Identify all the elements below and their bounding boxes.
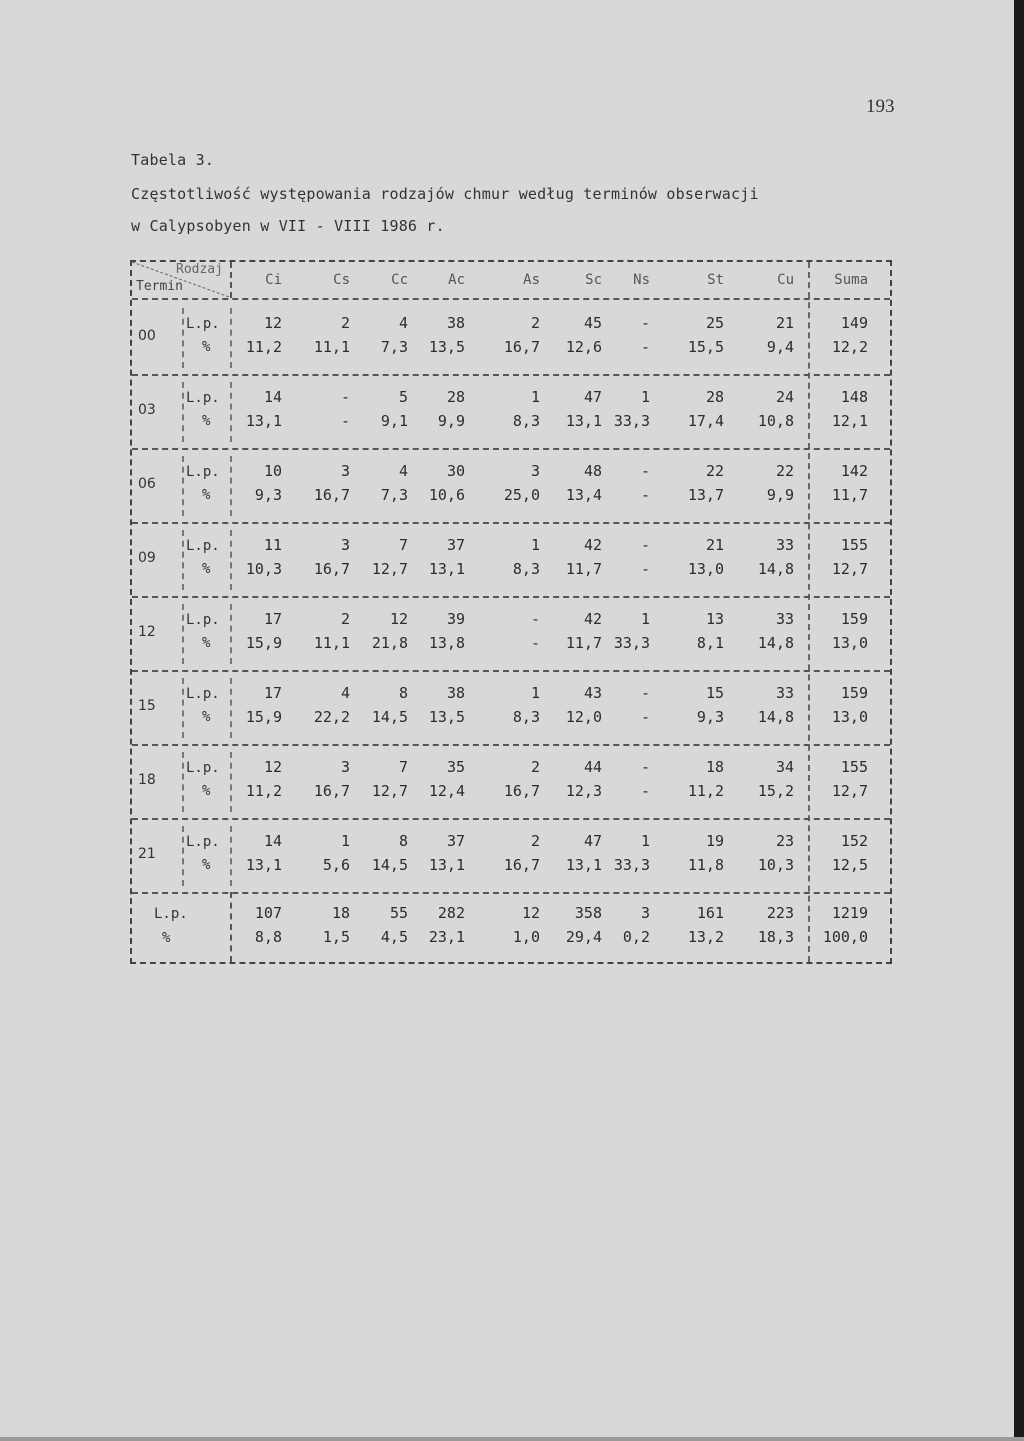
percent-cell: 13,0 — [831, 634, 868, 652]
column-header-ns: Ns — [633, 272, 650, 288]
percent-cell: 15,2 — [757, 782, 794, 800]
total-percent-cell: 13,2 — [687, 928, 724, 946]
row-label-count: L.p. — [186, 538, 220, 554]
count-cell: 1 — [640, 832, 650, 850]
percent-cell: 13,4 — [565, 486, 602, 504]
percent-cell: 9,9 — [437, 412, 465, 430]
percent-cell: 12,3 — [565, 782, 602, 800]
corner-label-termin: Termin — [136, 279, 183, 294]
total-count-cell: 161 — [696, 904, 724, 922]
percent-cell: 13,5 — [428, 338, 465, 356]
count-cell: 2 — [340, 610, 350, 628]
count-cell: 47 — [583, 832, 602, 850]
percent-cell: 16,7 — [503, 338, 540, 356]
count-cell: - — [340, 388, 350, 406]
count-cell: 155 — [840, 758, 868, 776]
row-label-percent: % — [202, 339, 211, 355]
count-cell: 11 — [263, 536, 282, 554]
total-percent-cell: 18,3 — [757, 928, 794, 946]
percent-cell: 22,2 — [313, 708, 350, 726]
count-cell: 8 — [398, 684, 408, 702]
percent-cell: 13,7 — [687, 486, 724, 504]
percent-cell: 14,8 — [757, 708, 794, 726]
table-header — [132, 262, 890, 300]
count-cell: - — [640, 462, 650, 480]
count-cell: 3 — [340, 758, 350, 776]
term-label: 18 — [138, 772, 156, 788]
term-block-21 — [132, 820, 890, 894]
count-cell: 18 — [705, 758, 724, 776]
percent-cell: 21,8 — [371, 634, 408, 652]
percent-cell: 10,3 — [757, 856, 794, 874]
row-label-percent: % — [202, 635, 211, 651]
term-label: 15 — [138, 698, 156, 714]
percent-cell: 14,8 — [757, 560, 794, 578]
count-cell: 17 — [263, 684, 282, 702]
row-label-count: L.p. — [186, 686, 220, 702]
term-block-15 — [132, 672, 890, 746]
count-cell: 142 — [840, 462, 868, 480]
percent-cell: 11,7 — [565, 634, 602, 652]
row-label-percent: % — [202, 857, 211, 873]
percent-cell: 16,7 — [313, 782, 350, 800]
count-cell: 12 — [263, 314, 282, 332]
total-percent-cell: 4,5 — [380, 928, 408, 946]
percent-cell: 33,3 — [613, 634, 650, 652]
count-cell: 1 — [530, 388, 540, 406]
cloud-frequency-table — [130, 260, 892, 964]
page-number: 193 — [866, 96, 895, 117]
total-count-label: L.p. — [154, 906, 188, 922]
header-corner-cell — [132, 262, 232, 298]
term-label: 00 — [138, 328, 156, 344]
percent-cell: 11,7 — [831, 486, 868, 504]
column-header-as: As — [523, 272, 540, 288]
percent-cell: 11,2 — [687, 782, 724, 800]
count-cell: 2 — [530, 832, 540, 850]
table-caption-label: Tabela 3. — [131, 151, 215, 169]
count-cell: 28 — [446, 388, 465, 406]
count-cell: 1 — [530, 536, 540, 554]
count-cell: 4 — [340, 684, 350, 702]
percent-cell: 16,7 — [313, 560, 350, 578]
count-cell: 22 — [775, 462, 794, 480]
percent-cell: 5,6 — [322, 856, 350, 874]
count-cell: - — [640, 536, 650, 554]
percent-cell: 11,2 — [245, 338, 282, 356]
total-percent-cell: 29,4 — [565, 928, 602, 946]
term-block-09 — [132, 524, 890, 598]
percent-cell: - — [530, 634, 540, 652]
count-cell: 42 — [583, 536, 602, 554]
percent-cell: 11,7 — [565, 560, 602, 578]
percent-cell: 13,0 — [831, 708, 868, 726]
row-label-separator-left — [182, 826, 184, 886]
count-cell: 30 — [446, 462, 465, 480]
percent-cell: 12,4 — [428, 782, 465, 800]
total-count-cell: 3 — [640, 904, 650, 922]
count-cell: 21 — [775, 314, 794, 332]
count-cell: 152 — [840, 832, 868, 850]
scan-edge-right — [1014, 0, 1024, 1441]
count-cell: 8 — [398, 832, 408, 850]
count-cell: 37 — [446, 536, 465, 554]
row-label-count: L.p. — [186, 834, 220, 850]
count-cell: 2 — [530, 314, 540, 332]
count-cell: 7 — [398, 758, 408, 776]
count-cell: 42 — [583, 610, 602, 628]
row-label-percent: % — [202, 709, 211, 725]
row-label-separator-left — [182, 752, 184, 812]
column-header-ac: Ac — [448, 272, 465, 288]
count-cell: 48 — [583, 462, 602, 480]
percent-cell: 8,3 — [512, 412, 540, 430]
percent-cell: 13,8 — [428, 634, 465, 652]
count-cell: 159 — [840, 684, 868, 702]
percent-cell: 13,1 — [565, 856, 602, 874]
total-count-cell: 358 — [574, 904, 602, 922]
count-cell: 10 — [263, 462, 282, 480]
count-cell: 21 — [705, 536, 724, 554]
percent-cell: 17,4 — [687, 412, 724, 430]
row-label-count: L.p. — [186, 760, 220, 776]
percent-cell: 14,5 — [371, 856, 408, 874]
count-cell: 159 — [840, 610, 868, 628]
count-cell: 43 — [583, 684, 602, 702]
count-cell: 33 — [775, 684, 794, 702]
row-label-separator-left — [182, 456, 184, 516]
percent-cell: 13,1 — [245, 412, 282, 430]
percent-cell: - — [340, 412, 350, 430]
percent-cell: 16,7 — [313, 486, 350, 504]
row-label-percent: % — [202, 413, 211, 429]
count-cell: 1 — [530, 684, 540, 702]
count-cell: - — [640, 314, 650, 332]
total-percent-label: % — [162, 930, 171, 946]
term-block-12 — [132, 598, 890, 672]
percent-cell: 10,6 — [428, 486, 465, 504]
total-percent-cell: 8,8 — [254, 928, 282, 946]
percent-cell: 15,5 — [687, 338, 724, 356]
count-cell: 34 — [775, 758, 794, 776]
percent-cell: 15,9 — [245, 634, 282, 652]
term-block-03 — [132, 376, 890, 450]
total-count-cell: 12 — [521, 904, 540, 922]
total-count-cell: 282 — [437, 904, 465, 922]
count-cell: 7 — [398, 536, 408, 554]
term-block-00 — [132, 302, 890, 376]
count-cell: 33 — [775, 610, 794, 628]
percent-cell: 9,1 — [380, 412, 408, 430]
percent-cell: 33,3 — [613, 412, 650, 430]
total-label-separator — [230, 892, 232, 962]
percent-cell: - — [640, 782, 650, 800]
total-percent-cell: 1,0 — [512, 928, 540, 946]
count-cell: 2 — [340, 314, 350, 332]
table-caption-subtitle: w Calypsobyen w VII - VIII 1986 r. — [131, 217, 445, 235]
row-label-separator-left — [182, 530, 184, 590]
total-count-cell: 1219 — [831, 904, 868, 922]
percent-cell: 12,7 — [371, 782, 408, 800]
total-count-cell: 55 — [389, 904, 408, 922]
percent-cell: 16,7 — [503, 782, 540, 800]
count-cell: 15 — [705, 684, 724, 702]
row-label-count: L.p. — [186, 390, 220, 406]
percent-cell: 12,5 — [831, 856, 868, 874]
row-label-count: L.p. — [186, 612, 220, 628]
table-caption-title: Częstotliwość występowania rodzajów chmur według terminów obserwacji — [131, 185, 759, 203]
count-cell: 44 — [583, 758, 602, 776]
corner-label-rodzaj: Rodzaj — [176, 262, 223, 277]
percent-cell: 7,3 — [380, 338, 408, 356]
count-cell: 12 — [389, 610, 408, 628]
count-cell: 3 — [340, 462, 350, 480]
count-cell: 17 — [263, 610, 282, 628]
count-cell: 14 — [263, 832, 282, 850]
count-cell: 25 — [705, 314, 724, 332]
count-cell: 35 — [446, 758, 465, 776]
total-percent-cell: 100,0 — [822, 928, 868, 946]
column-header-suma: Suma — [834, 272, 868, 288]
percent-cell: 12,7 — [831, 782, 868, 800]
row-label-percent: % — [202, 487, 211, 503]
count-cell: 148 — [840, 388, 868, 406]
term-label: 12 — [138, 624, 156, 640]
percent-cell: - — [640, 560, 650, 578]
count-cell: 37 — [446, 832, 465, 850]
row-label-count: L.p. — [186, 464, 220, 480]
term-block-18 — [132, 746, 890, 820]
count-cell: 12 — [263, 758, 282, 776]
percent-cell: 9,3 — [254, 486, 282, 504]
percent-cell: 12,2 — [831, 338, 868, 356]
total-percent-cell: 0,2 — [622, 928, 650, 946]
percent-cell: 11,1 — [313, 338, 350, 356]
percent-cell: - — [640, 486, 650, 504]
percent-cell: 11,8 — [687, 856, 724, 874]
percent-cell: 13,1 — [428, 856, 465, 874]
count-cell: 39 — [446, 610, 465, 628]
count-cell: 2 — [530, 758, 540, 776]
column-header-cs: Cs — [333, 272, 350, 288]
percent-cell: - — [640, 708, 650, 726]
percent-cell: 8,3 — [512, 560, 540, 578]
percent-cell: 13,5 — [428, 708, 465, 726]
percent-cell: 14,5 — [371, 708, 408, 726]
total-block — [132, 892, 890, 962]
column-header-sc: Sc — [585, 272, 602, 288]
count-cell: 1 — [340, 832, 350, 850]
percent-cell: 33,3 — [613, 856, 650, 874]
percent-cell: 13,1 — [565, 412, 602, 430]
term-block-06 — [132, 450, 890, 524]
count-cell: 1 — [640, 388, 650, 406]
percent-cell: 12,0 — [565, 708, 602, 726]
count-cell: 23 — [775, 832, 794, 850]
row-label-count: L.p. — [186, 316, 220, 332]
percent-cell: 8,3 — [512, 708, 540, 726]
count-cell: 14 — [263, 388, 282, 406]
term-label: 03 — [138, 402, 156, 418]
percent-cell: 12,1 — [831, 412, 868, 430]
column-header-cu: Cu — [777, 272, 794, 288]
percent-cell: 15,9 — [245, 708, 282, 726]
percent-cell: 14,8 — [757, 634, 794, 652]
count-cell: - — [640, 684, 650, 702]
term-label: 06 — [138, 476, 156, 492]
row-label-separator-left — [182, 382, 184, 442]
count-cell: 38 — [446, 684, 465, 702]
percent-cell: 9,4 — [766, 338, 794, 356]
term-label: 21 — [138, 846, 156, 862]
count-cell: 149 — [840, 314, 868, 332]
total-count-cell: 18 — [331, 904, 350, 922]
percent-cell: 10,3 — [245, 560, 282, 578]
term-label: 09 — [138, 550, 156, 566]
count-cell: 3 — [340, 536, 350, 554]
percent-cell: 12,7 — [371, 560, 408, 578]
count-cell: - — [640, 758, 650, 776]
count-cell: 45 — [583, 314, 602, 332]
percent-cell: 11,2 — [245, 782, 282, 800]
row-label-separator-left — [182, 678, 184, 738]
percent-cell: 9,9 — [766, 486, 794, 504]
row-label-separator-left — [182, 604, 184, 664]
total-count-cell: 107 — [254, 904, 282, 922]
count-cell: 28 — [705, 388, 724, 406]
count-cell: 19 — [705, 832, 724, 850]
count-cell: 38 — [446, 314, 465, 332]
count-cell: 3 — [530, 462, 540, 480]
count-cell: - — [530, 610, 540, 628]
total-percent-cell: 1,5 — [322, 928, 350, 946]
count-cell: 4 — [398, 462, 408, 480]
count-cell: 1 — [640, 610, 650, 628]
scan-edge-bottom — [0, 1437, 1024, 1441]
percent-cell: 10,8 — [757, 412, 794, 430]
percent-cell: 13,1 — [428, 560, 465, 578]
row-label-separator-left — [182, 308, 184, 368]
count-cell: 33 — [775, 536, 794, 554]
count-cell: 13 — [705, 610, 724, 628]
column-header-ci: Ci — [265, 272, 282, 288]
percent-cell: 25,0 — [503, 486, 540, 504]
percent-cell: 12,6 — [565, 338, 602, 356]
percent-cell: 9,3 — [696, 708, 724, 726]
count-cell: 5 — [398, 388, 408, 406]
percent-cell: 13,1 — [245, 856, 282, 874]
row-label-percent: % — [202, 561, 211, 577]
column-header-cc: Cc — [391, 272, 408, 288]
percent-cell: 13,0 — [687, 560, 724, 578]
count-cell: 47 — [583, 388, 602, 406]
percent-cell: 16,7 — [503, 856, 540, 874]
row-label-percent: % — [202, 783, 211, 799]
total-count-cell: 223 — [766, 904, 794, 922]
total-percent-cell: 23,1 — [428, 928, 465, 946]
count-cell: 22 — [705, 462, 724, 480]
count-cell: 155 — [840, 536, 868, 554]
column-header-st: St — [707, 272, 724, 288]
count-cell: 4 — [398, 314, 408, 332]
percent-cell: - — [640, 338, 650, 356]
percent-cell: 7,3 — [380, 486, 408, 504]
percent-cell: 12,7 — [831, 560, 868, 578]
percent-cell: 8,1 — [696, 634, 724, 652]
percent-cell: 11,1 — [313, 634, 350, 652]
count-cell: 24 — [775, 388, 794, 406]
